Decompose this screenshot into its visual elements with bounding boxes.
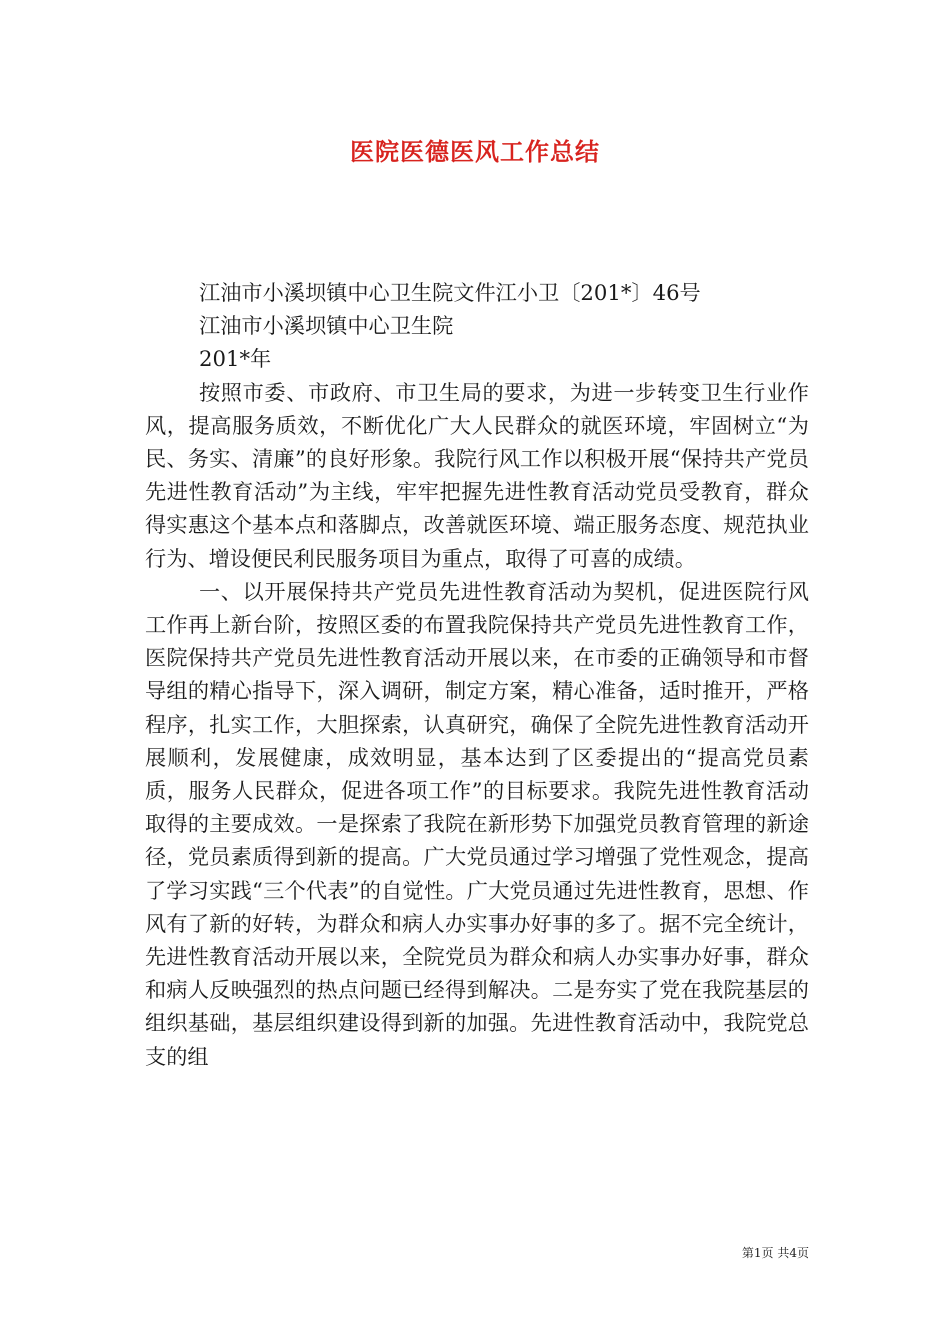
- year-line: 201*年: [199, 346, 272, 372]
- document-body: [145, 276, 809, 1073]
- document-title: 医院医德医风工作总结: [350, 137, 600, 166]
- paragraph-section-one: 一、以开展保持共产党员先进性教育活动为契机，促进医院行风工作再上新台阶，按照区委的布置我院保持共产党员先进性教育工作，医院保持共产党员先进性教育活动开展以来，在市委的正确领导和市督导组的精心指导下，深入调研，制定方案，精心准备，适时推开，严格程序，扎实工作，大胆探索，认真研究，确保了全院先进性教育活动开展顺利，发展健康，成效明显，基本达到了区委提出的“提高党员素质，服务人民群众，促进各项工作”的目标要求。我院先进性教育活动取得的主要成效。一是探索了我院在新形势下加强党员教育管理的新途径，党员素质得到新的提高。广大党员通过学习增强了党性观念，提高了学习实践“三个代表”的自觉性。广大党员通过先进性教育，思想、作风有了新的好转，为群众和病人办实事办好事的多了。据不完全统计，先进性教育活动开展以来，全院党员为群众和病人办实事办好事，群众和病人反映强烈的热点问题已经得到解决。二是夯实了党在我院基层的组织基础，基层组织建设得到新的加强。先进性教育活动中，我院党总支的组: [145, 578, 809, 1069]
- paragraph-intro: 按照市委、市政府、市卫生局的要求，为进一步转变卫生行业作风，提高服务质效，不断优化广大人民群众的就医环境，牢固树立“为民、务实、清廉”的良好形象。我院行风工作以积极开展“保持共产党员先进性教育活动”为主线，牢牢把握先进性教育活动党员受教育，群众得实惠这个基本点和落脚点，改善就医环境、端正服务态度、规范执业行为、增设便民利民服务项目为重点，取得了可喜的成绩。: [145, 379, 809, 571]
- file-number-line: 江油市小溪坝镇中心卫生院文件江小卫〔201*〕46号: [199, 280, 701, 305]
- page-number: 第1页 共4页: [741, 1246, 809, 1260]
- issuer-line: 江油市小溪坝镇中心卫生院: [199, 313, 454, 339]
